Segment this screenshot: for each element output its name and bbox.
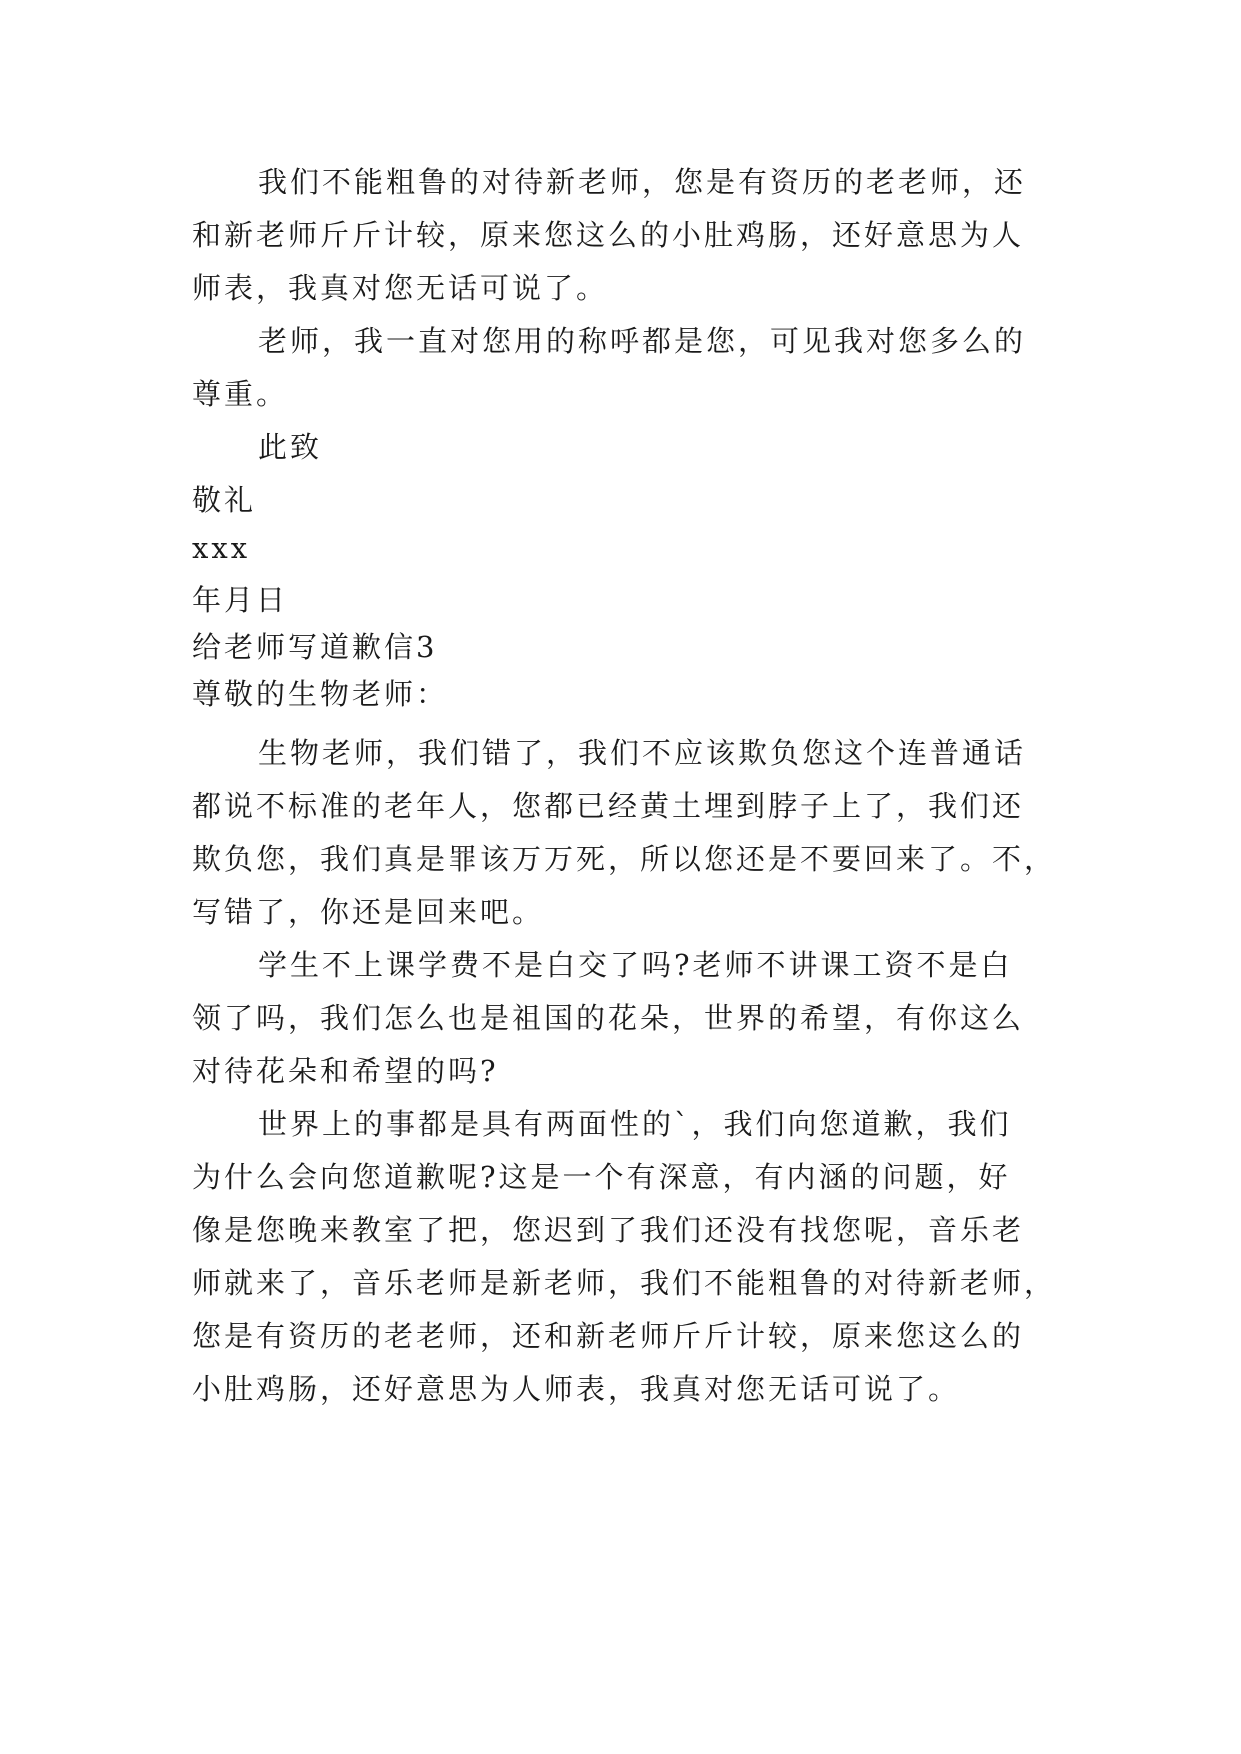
text-line: 我们不能粗鲁的对待新老师，您是有资历的老老师，还	[258, 165, 1027, 199]
text-line: 尊重。	[192, 377, 289, 411]
text-line: 您是有资历的老老师，还和新老师斤斤计较，原来您这么的	[192, 1319, 1025, 1353]
section-title: 给老师写道歉信3	[192, 630, 438, 664]
text-line: 为什么会向您道歉呢?这是一个有深意，有内涵的问题，好	[192, 1160, 1011, 1194]
text-line: 师表，我真对您无话可说了。	[192, 271, 609, 305]
text-line: 生物老师，我们错了，我们不应该欺负您这个连普通话	[258, 736, 1027, 770]
text-line: 对待花朵和希望的吗?	[192, 1054, 499, 1088]
text-line: 小肚鸡肠，还好意思为人师表，我真对您无话可说了。	[192, 1372, 961, 1406]
signature: xxx	[192, 531, 251, 565]
text-line: 和新老师斤斤计较，原来您这么的小肚鸡肠，还好意思为人	[192, 218, 1025, 252]
text-line: 老师，我一直对您用的称呼都是您，可见我对您多么的	[258, 324, 1027, 358]
salutation-closing: 敬礼	[192, 483, 257, 517]
text-line: 都说不标准的老年人，您都已经黄土埋到脖子上了，我们还	[192, 789, 1025, 823]
date-line: 年月日	[192, 583, 289, 617]
text-line: 世界上的事都是具有两面性的`，我们向您道歉，我们	[258, 1107, 1012, 1141]
text-line: 欺负您，我们真是罪该万万死，所以您还是不要回来了。不，	[192, 842, 1057, 876]
text-line: 写错了，你还是回来吧。	[192, 895, 545, 929]
text-line: 学生不上课学费不是白交了吗?老师不讲课工资不是白	[258, 948, 1013, 982]
text-line: 领了吗，我们怎么也是祖国的花朵，世界的希望，有你这么	[192, 1001, 1025, 1035]
text-line: 师就来了，音乐老师是新老师，我们不能粗鲁的对待新老师，	[192, 1266, 1057, 1300]
text-line: 像是您晚来教室了把，您迟到了我们还没有找您呢，音乐老	[192, 1213, 1025, 1247]
closing-phrase: 此致	[258, 430, 323, 464]
greeting: 尊敬的生物老师：	[192, 677, 449, 711]
